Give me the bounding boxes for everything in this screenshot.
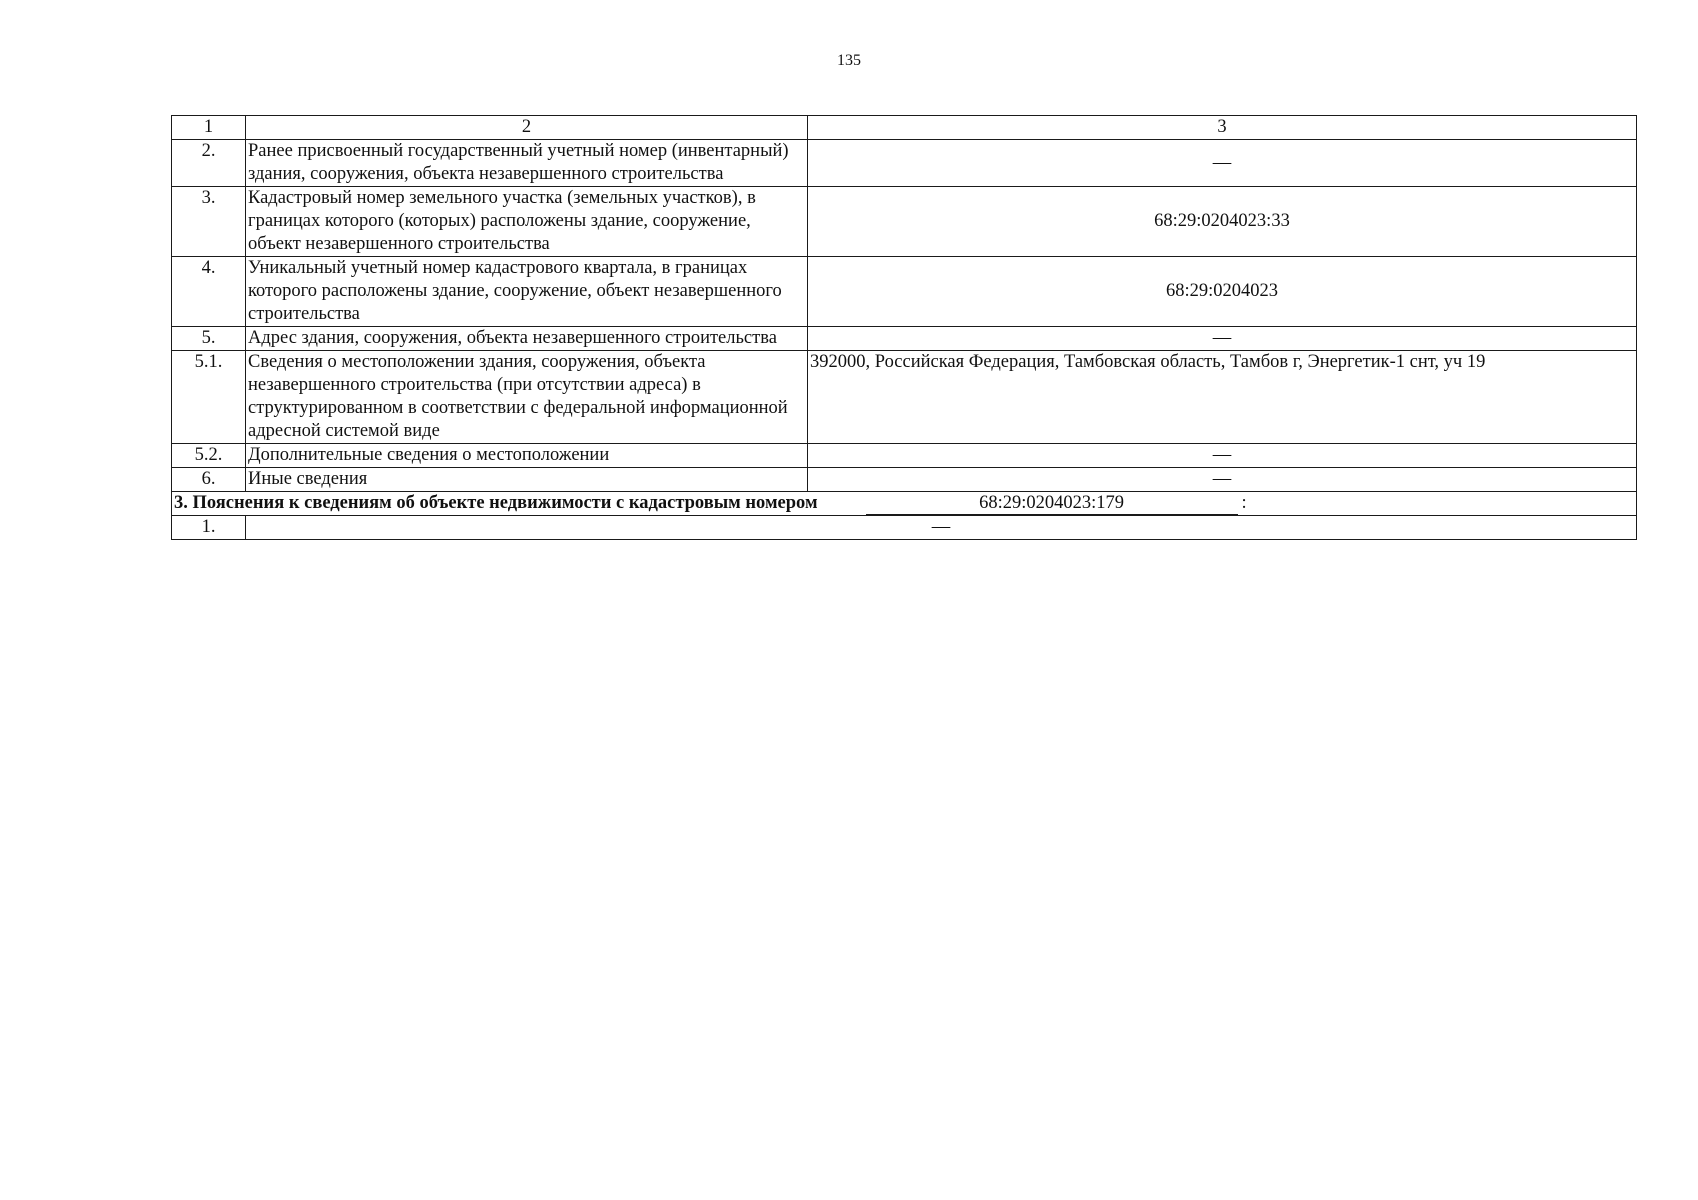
row-number: 1. <box>172 516 246 540</box>
table-row <box>172 187 1637 257</box>
row-label: Адрес здания, сооружения, объекта незавершенного строительства <box>246 327 808 351</box>
row-label: Уникальный учетный номер кадастрового квартала, в границах которого расположены здание, сооружение, объект незавершенного строительства <box>246 257 808 327</box>
table-row <box>172 444 1637 468</box>
table-row <box>172 468 1637 492</box>
row-number: 5.1. <box>172 351 246 444</box>
row-label: Иные сведения <box>246 468 808 492</box>
row-value: — <box>808 327 1637 351</box>
row-number: 2. <box>172 140 246 187</box>
row-label: Дополнительные сведения о местоположении <box>246 444 808 468</box>
column-header-2: 2 <box>246 116 808 140</box>
row-value: 68:29:0204023 <box>808 257 1637 327</box>
row-number: 6. <box>172 468 246 492</box>
table-row <box>172 257 1637 327</box>
column-header-3: 3 <box>808 116 1637 140</box>
cadastral-number: 68:29:0204023:179 <box>866 492 1238 515</box>
explanation-value: — <box>246 516 1637 540</box>
row-label: Кадастровый номер земельного участка (земельных участков), в границах которого (которых) расположены здание, сооружение, объект незавершенного строительства <box>246 187 808 257</box>
page-number: 135 <box>837 52 861 69</box>
table-row <box>172 351 1637 444</box>
row-label: Ранее присвоенный государственный учетный номер (инвентарный) здания, сооружения, объекта незавершенного строительства <box>246 140 808 187</box>
section-heading-row <box>172 492 1637 516</box>
table-row <box>172 327 1637 351</box>
row-value: — <box>808 468 1637 492</box>
cadastral-info-table <box>171 115 1637 540</box>
row-number: 3. <box>172 187 246 257</box>
table-row <box>172 140 1637 187</box>
table-header-row <box>172 116 1637 140</box>
section-heading-cell <box>172 492 1637 516</box>
column-header-1: 1 <box>172 116 246 140</box>
row-number: 5.2. <box>172 444 246 468</box>
section-colon: : <box>1241 493 1247 513</box>
row-value: — <box>808 140 1637 187</box>
row-value: 392000, Российская Федерация, Тамбовская область, Тамбов г, Энергетик-1 снт, уч 19 <box>808 351 1637 444</box>
row-value: 68:29:0204023:33 <box>808 187 1637 257</box>
row-number: 5. <box>172 327 246 351</box>
row-value: — <box>808 444 1637 468</box>
row-number: 4. <box>172 257 246 327</box>
row-label: Сведения о местоположении здания, сооружения, объекта незавершенного строительства (при отсутствии адреса) в структурированном в соответствии с федеральной информационной адресной системой виде <box>246 351 808 444</box>
section-title: 3. Пояснения к сведениям об объекте недвижимости с кадастровым номером <box>174 493 818 513</box>
table-row <box>172 516 1637 540</box>
